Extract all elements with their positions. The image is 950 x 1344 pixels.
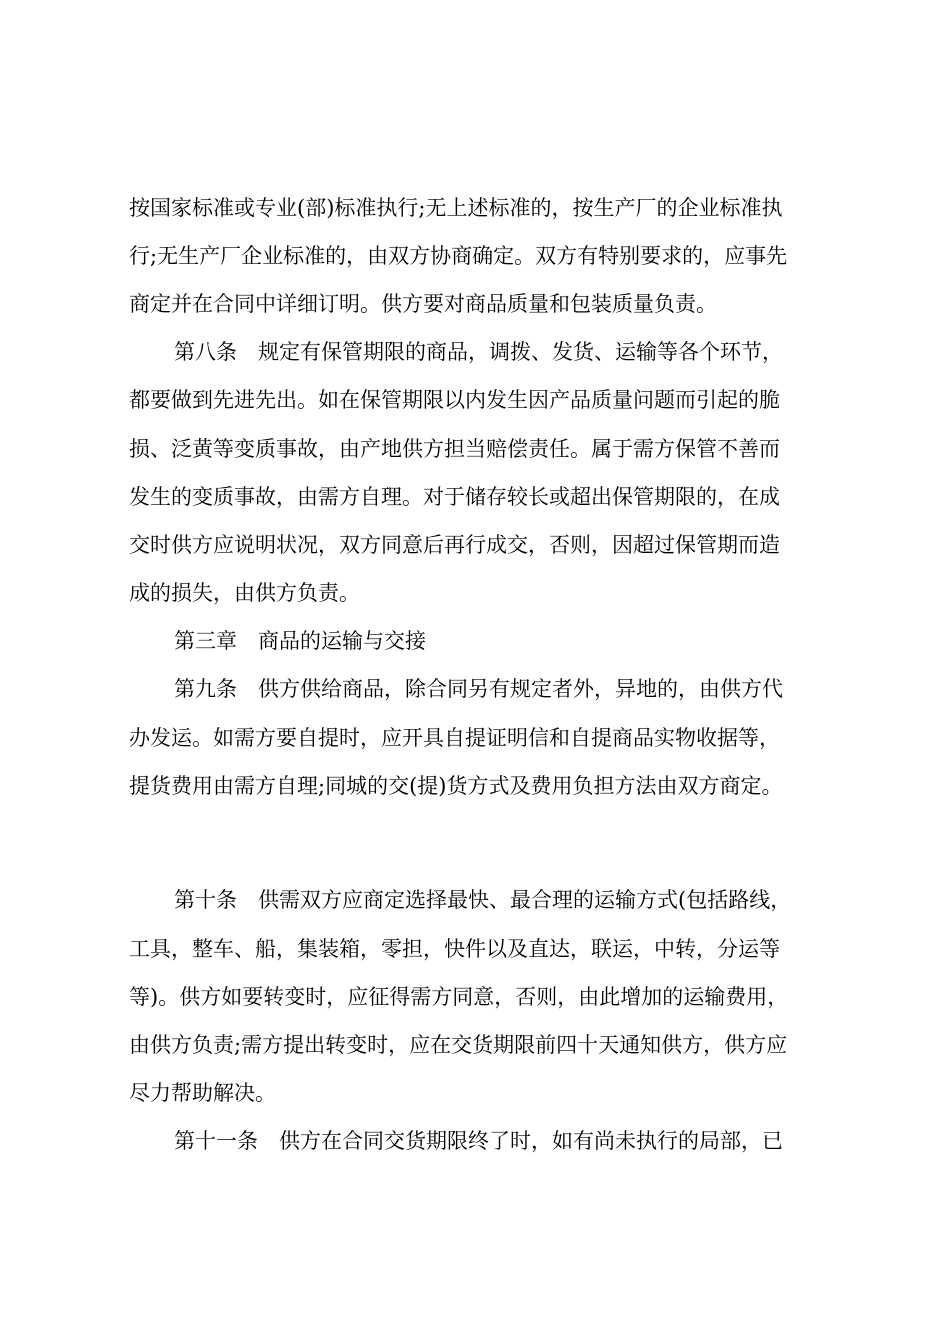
text-line — [0, 284, 950, 324]
text-line-content: 按国家标准或专业(部)标准执行;无上述标准的，按生产厂的企业标准执 — [129, 196, 783, 220]
article-heading-line — [0, 332, 950, 372]
text-line-content: 第三章 商品的运输与交接 — [174, 629, 426, 653]
text-line-content: 等)。供方如要转变时，应征得需方同意，否则，由此增加的运输费用， — [129, 985, 789, 1009]
text-line-content: 第十一条 供方在合同交货期限终了时，如有尚未执行的局部，已 — [174, 1129, 783, 1153]
text-line-content: 发生的变质事故，由需方自理。对于储存较长或超出保管期限的，在成 — [129, 485, 780, 509]
text-line-content: 提货费用由需方自理;同城的交(提)货方式及费用负担方法由双方商定。 — [129, 774, 783, 798]
text-line-content: 交时供方应说明状况，双方同意后再行成交，否则，因超过保管期而造 — [129, 533, 780, 557]
text-line — [0, 1073, 950, 1113]
text-line-content: 都要做到先进先出。如在保管期限以内发生因产品质量问题而引起的脆 — [129, 388, 780, 412]
text-line — [0, 766, 950, 806]
article-heading-line — [0, 1121, 950, 1161]
text-line — [0, 573, 950, 613]
text-line — [0, 929, 950, 969]
text-line — [0, 236, 950, 276]
article-heading-line — [0, 880, 950, 920]
text-line — [0, 525, 950, 565]
article-heading-line — [0, 669, 950, 709]
text-line — [0, 477, 950, 517]
text-line-content: 成的损失，由供方负责。 — [129, 581, 360, 605]
chapter-heading-line — [0, 621, 950, 661]
text-line-content: 第十条 供需双方应商定选择最快、最合理的运输方式(包括路线， — [174, 888, 792, 912]
text-line-content: 由供方负责;需方提出转变时，应在交货期限前四十天通知供方，供方应 — [129, 1033, 788, 1057]
text-line — [0, 429, 950, 469]
text-line — [0, 977, 950, 1017]
text-line-content: 商定并在合同中详细订明。供方要对商品质量和包装质量负责。 — [129, 292, 717, 316]
text-line — [0, 188, 950, 228]
text-line — [0, 718, 950, 758]
text-line-content: 损、泛黄等变质事故，由产地供方担当赔偿责任。属于需方保管不善而 — [129, 437, 780, 461]
text-line-content: 第八条 规定有保管期限的商品，调拨、发货、运输等各个环节， — [174, 340, 783, 364]
text-line-content: 尽力帮助解决。 — [129, 1081, 276, 1105]
text-line-content: 行;无生产厂企业标准的，由双方协商确定。双方有特别要求的，应事先 — [129, 244, 788, 268]
text-line — [0, 1025, 950, 1065]
text-line-content: 工具，整车、船，集装箱，零担，快件以及直达，联运，中转，分运等 — [129, 937, 780, 961]
text-line-content: 第九条 供方供给商品，除合同另有规定者外，异地的，由供方代 — [174, 677, 783, 701]
text-line-content: 办发运。如需方要自提时，应开具自提证明信和自提商品实物收据等， — [129, 726, 780, 750]
text-line — [0, 380, 950, 420]
